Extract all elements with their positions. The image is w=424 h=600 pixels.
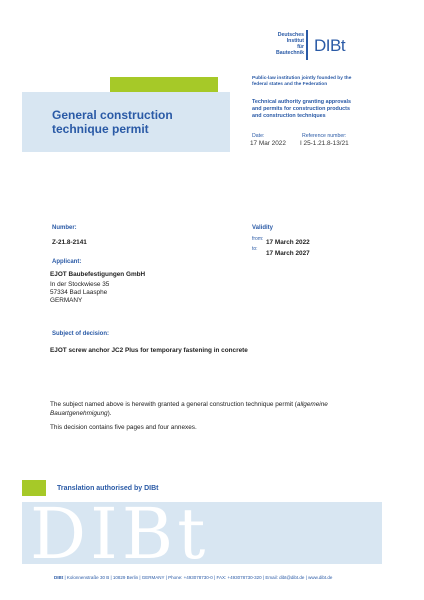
- footer-contact-text: | Kolonnenstraße 30 B | 10829 Berlin | GERMANY | Phone: +493078730-0 | FAX: +493078730-320 | Email: dibt@dibt.de | www.dibt.de: [63, 575, 333, 580]
- dibt-watermark: DIBt: [30, 493, 210, 575]
- validity-from-value: 17 March 2022: [266, 239, 310, 246]
- date-value: 17 Mar 2022: [250, 140, 286, 147]
- founded-note: [252, 76, 392, 88]
- page-title: [52, 108, 173, 136]
- footer-contact-line: [54, 575, 332, 580]
- title-line-1: General construction: [52, 108, 173, 122]
- applicant-name: EJOT Baubefestigungen GmbH: [50, 271, 146, 278]
- grant-text: The subject named above is herewith granted a general construction technique permit (: [50, 401, 297, 408]
- number-label: Number:: [52, 225, 77, 231]
- subject-value: EJOT screw anchor JC2 Plus for temporary fastening in concrete: [50, 347, 248, 354]
- applicant-label: Applicant:: [52, 259, 82, 265]
- logo-line: Bautechnik: [276, 50, 304, 56]
- logo-line: Deutsches: [277, 32, 304, 38]
- reference-label: Reference number:: [302, 133, 347, 139]
- number-value: Z-21.8-2141: [52, 239, 87, 246]
- grant-german-term: allgemeine Bauartgenehmigung: [50, 401, 328, 417]
- grant-paragraph: [50, 400, 380, 418]
- authority-note: [252, 99, 392, 120]
- translation-note: Translation authorised by DIBt: [57, 485, 159, 492]
- date-label: Date:: [252, 133, 265, 139]
- validity-from-label: from:: [252, 236, 264, 242]
- address-line-2: 57334 Bad Laasphe: [50, 289, 108, 296]
- authority-line-3: and construction techniques: [252, 113, 326, 119]
- grant-text-end: ).: [107, 410, 112, 417]
- applicant-address: [50, 281, 109, 305]
- address-line-3: GERMANY: [50, 297, 83, 304]
- logo-line: Institut: [286, 38, 304, 44]
- address-line-1: In der Stockwiese 35: [50, 281, 110, 288]
- subject-label: Subject of decision:: [52, 331, 110, 337]
- reference-value: I 25-1.21.8-13/21: [300, 140, 349, 147]
- validity-to-value: 17 March 2027: [266, 250, 310, 257]
- footer-brand: DIBt: [54, 575, 64, 580]
- title-line-2: technique permit: [52, 122, 149, 136]
- logo-divider: [306, 30, 308, 60]
- logo-line: für: [297, 44, 304, 50]
- logo-institute-name: [244, 32, 304, 56]
- authority-line-1: Technical authority granting approvals: [252, 99, 352, 105]
- founded-line-2: federal states and the Federation: [252, 82, 328, 87]
- founded-line-1: Public-law institution jointly founded by the: [252, 76, 352, 81]
- validity-to-label: to:: [252, 246, 258, 252]
- logo-mark: DIBt: [314, 36, 346, 55]
- authority-line-2: and permits for construction products: [252, 106, 350, 112]
- validity-label: Validity: [252, 225, 274, 231]
- contents-paragraph: This decision contains five pages and four annexes.: [50, 424, 197, 431]
